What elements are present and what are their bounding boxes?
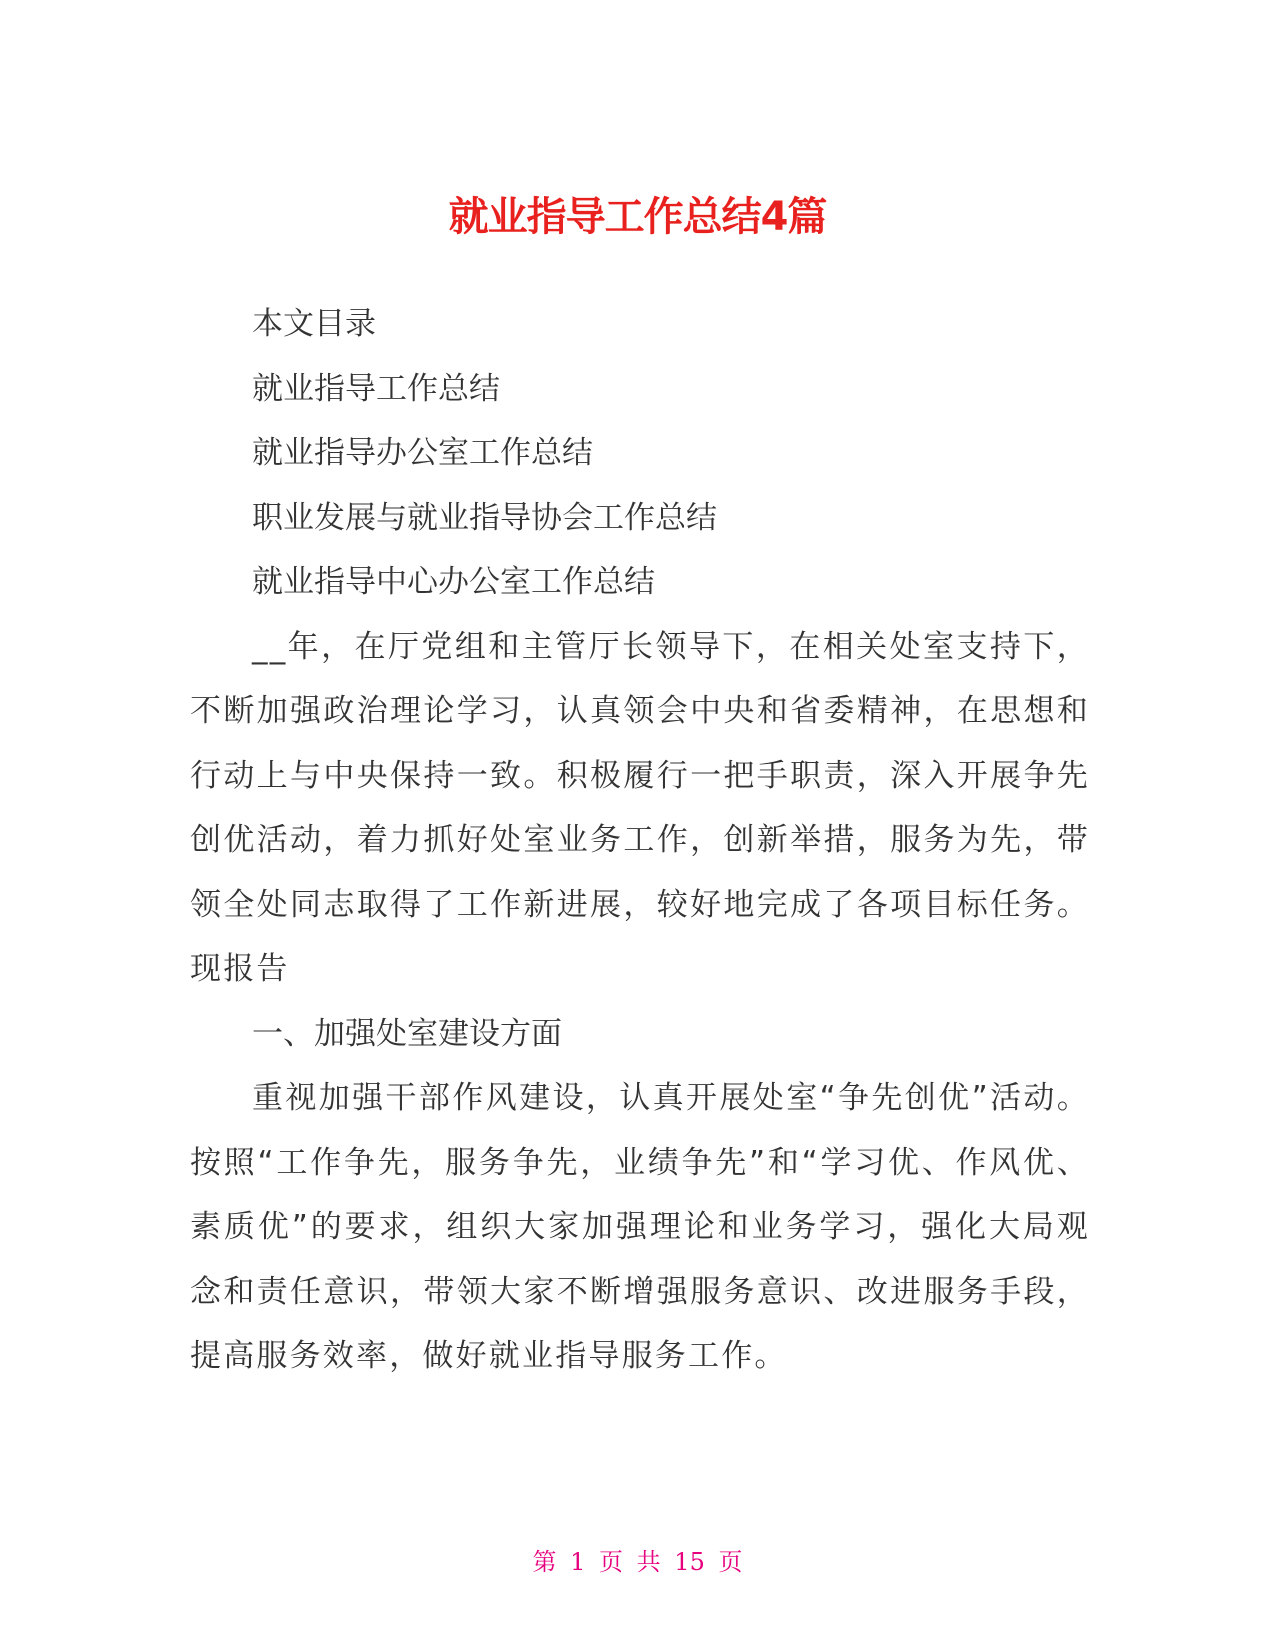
- section-paragraph: 重视加强干部作风建设，认真开展处室“争先创优”活动。按照“工作争先，服务争先，业绩争先”和“学习优、作风优、素质优”的要求，组织大家加强理论和业务学习，强化大局观念和责任意识，带领大家不断增强服务意识、改进服务手段，提高服务效率，做好就业指导服务工作。: [190, 1080, 1090, 1374]
- toc-item: 职业发展与就业指导协会工作总结: [252, 499, 717, 536]
- document-content: [190, 292, 1090, 1389]
- toc-heading: 本文目录: [252, 306, 376, 342]
- toc-item: 就业指导工作总结: [252, 370, 500, 407]
- intro-paragraph: __年，在厅党组和主管厅长领导下，在相关处室支持下，不断加强政治理论学习，认真领会中央和省委精神，在思想和行动上与中央保持一致。积极履行一把手职责，深入开展争先创优活动，着力抓好处室业务工作，创新举措，服务为先，带领全处同志取得了工作新进展，较好地完成了各项目标任务。现报告: [190, 628, 1090, 987]
- toc-item: 就业指导中心办公室工作总结: [252, 564, 655, 600]
- document-title: 就业指导工作总结4篇: [448, 193, 827, 240]
- toc-item: 就业指导办公室工作总结: [252, 435, 593, 471]
- page-number-footer: 第 1 页 共 15 页: [532, 1548, 743, 1576]
- section-heading: 一、加强处室建设方面: [252, 1015, 562, 1052]
